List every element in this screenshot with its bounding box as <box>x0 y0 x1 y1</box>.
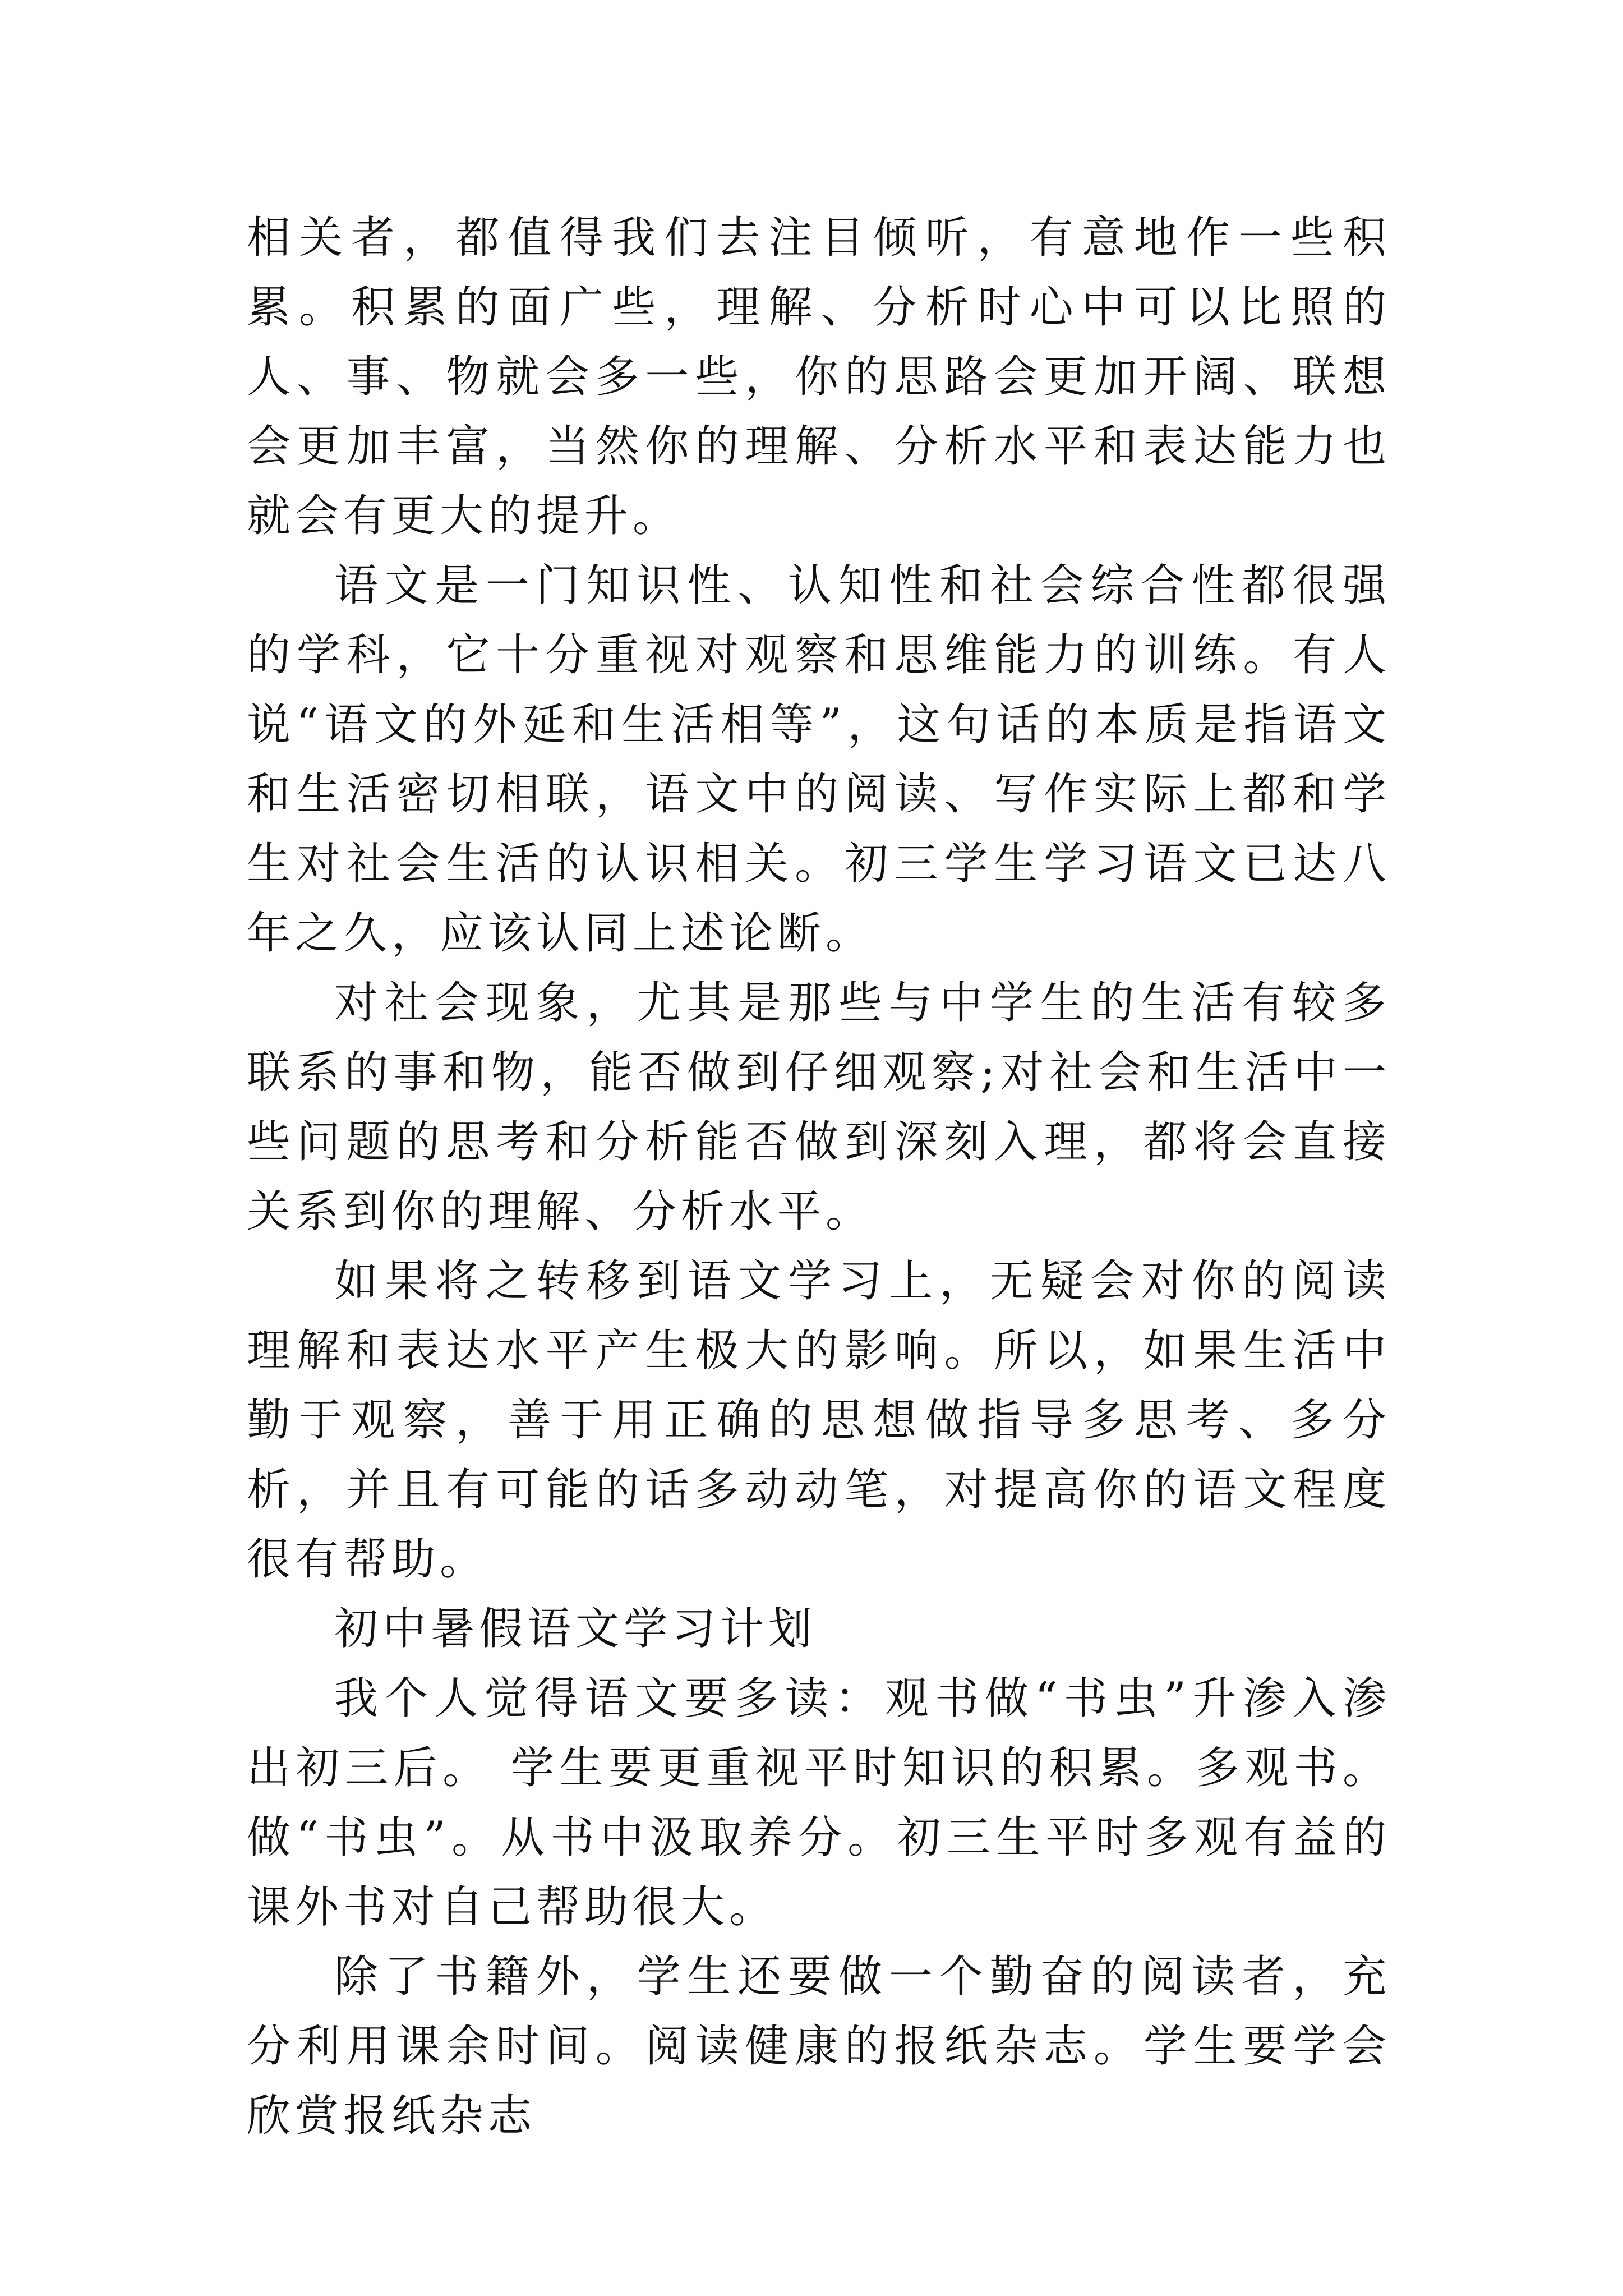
paragraph-1: 相关者，都值得我们去注目倾听，有意地作一些积累。积累的面广些，理解、分析时心中可以比照的人、事、物就会多一些，你的思路会更加开阔、联想会更加丰富，当然你的理解、分析水平和表达能力也就会有更大的提升。 <box>247 213 1391 541</box>
paragraph-6: 除了书籍外，学生还要做一个勤奋的阅读者，充分利用课余时间。阅读健康的报纸杂志。学生要学会欣赏报纸杂志 <box>247 1952 1391 2141</box>
paragraph-2: 语文是一门知识性、认知性和社会综合性都很强的学科，它十分重视对观察和思维能力的训练。有人说“语文的外延和生活相等”，这句话的本质是指语文和生活密切相联，语文中的阅读、写作实际上都和学生对社会生活的认识相关。初三学生学习语文已达八年之久，应该认同上述论断。 <box>247 560 1391 959</box>
paragraph-5: 我个人觉得语文要多读：观书做“书虫”升渗入渗出初三后。 学生要更重视平时知识的积累。多观书。做“书虫”。从书中汲取养分。初三生平时多观有益的课外书对自己帮助很大。 <box>247 1673 1391 1932</box>
paragraph-3: 对社会现象，尤其是那些与中学生的生活有较多联系的事和物，能否做到仔细观察;对社会和生活中一些问题的思考和分析能否做到深刻入理，都将会直接关系到你的理解、分析水平。 <box>247 978 1391 1237</box>
section-heading: 初中暑假语文学习计划 <box>334 1604 817 1654</box>
document-body <box>247 203 1391 2151</box>
paragraph-4: 如果将之转移到语文学习上，无疑会对你的阅读理解和表达水平产生极大的影响。所以，如果生活中勤于观察，善于用正确的思想做指导多思考、多分析，并且有可能的话多动动笔，对提高你的语文程度很有帮助。 <box>247 1256 1391 1585</box>
